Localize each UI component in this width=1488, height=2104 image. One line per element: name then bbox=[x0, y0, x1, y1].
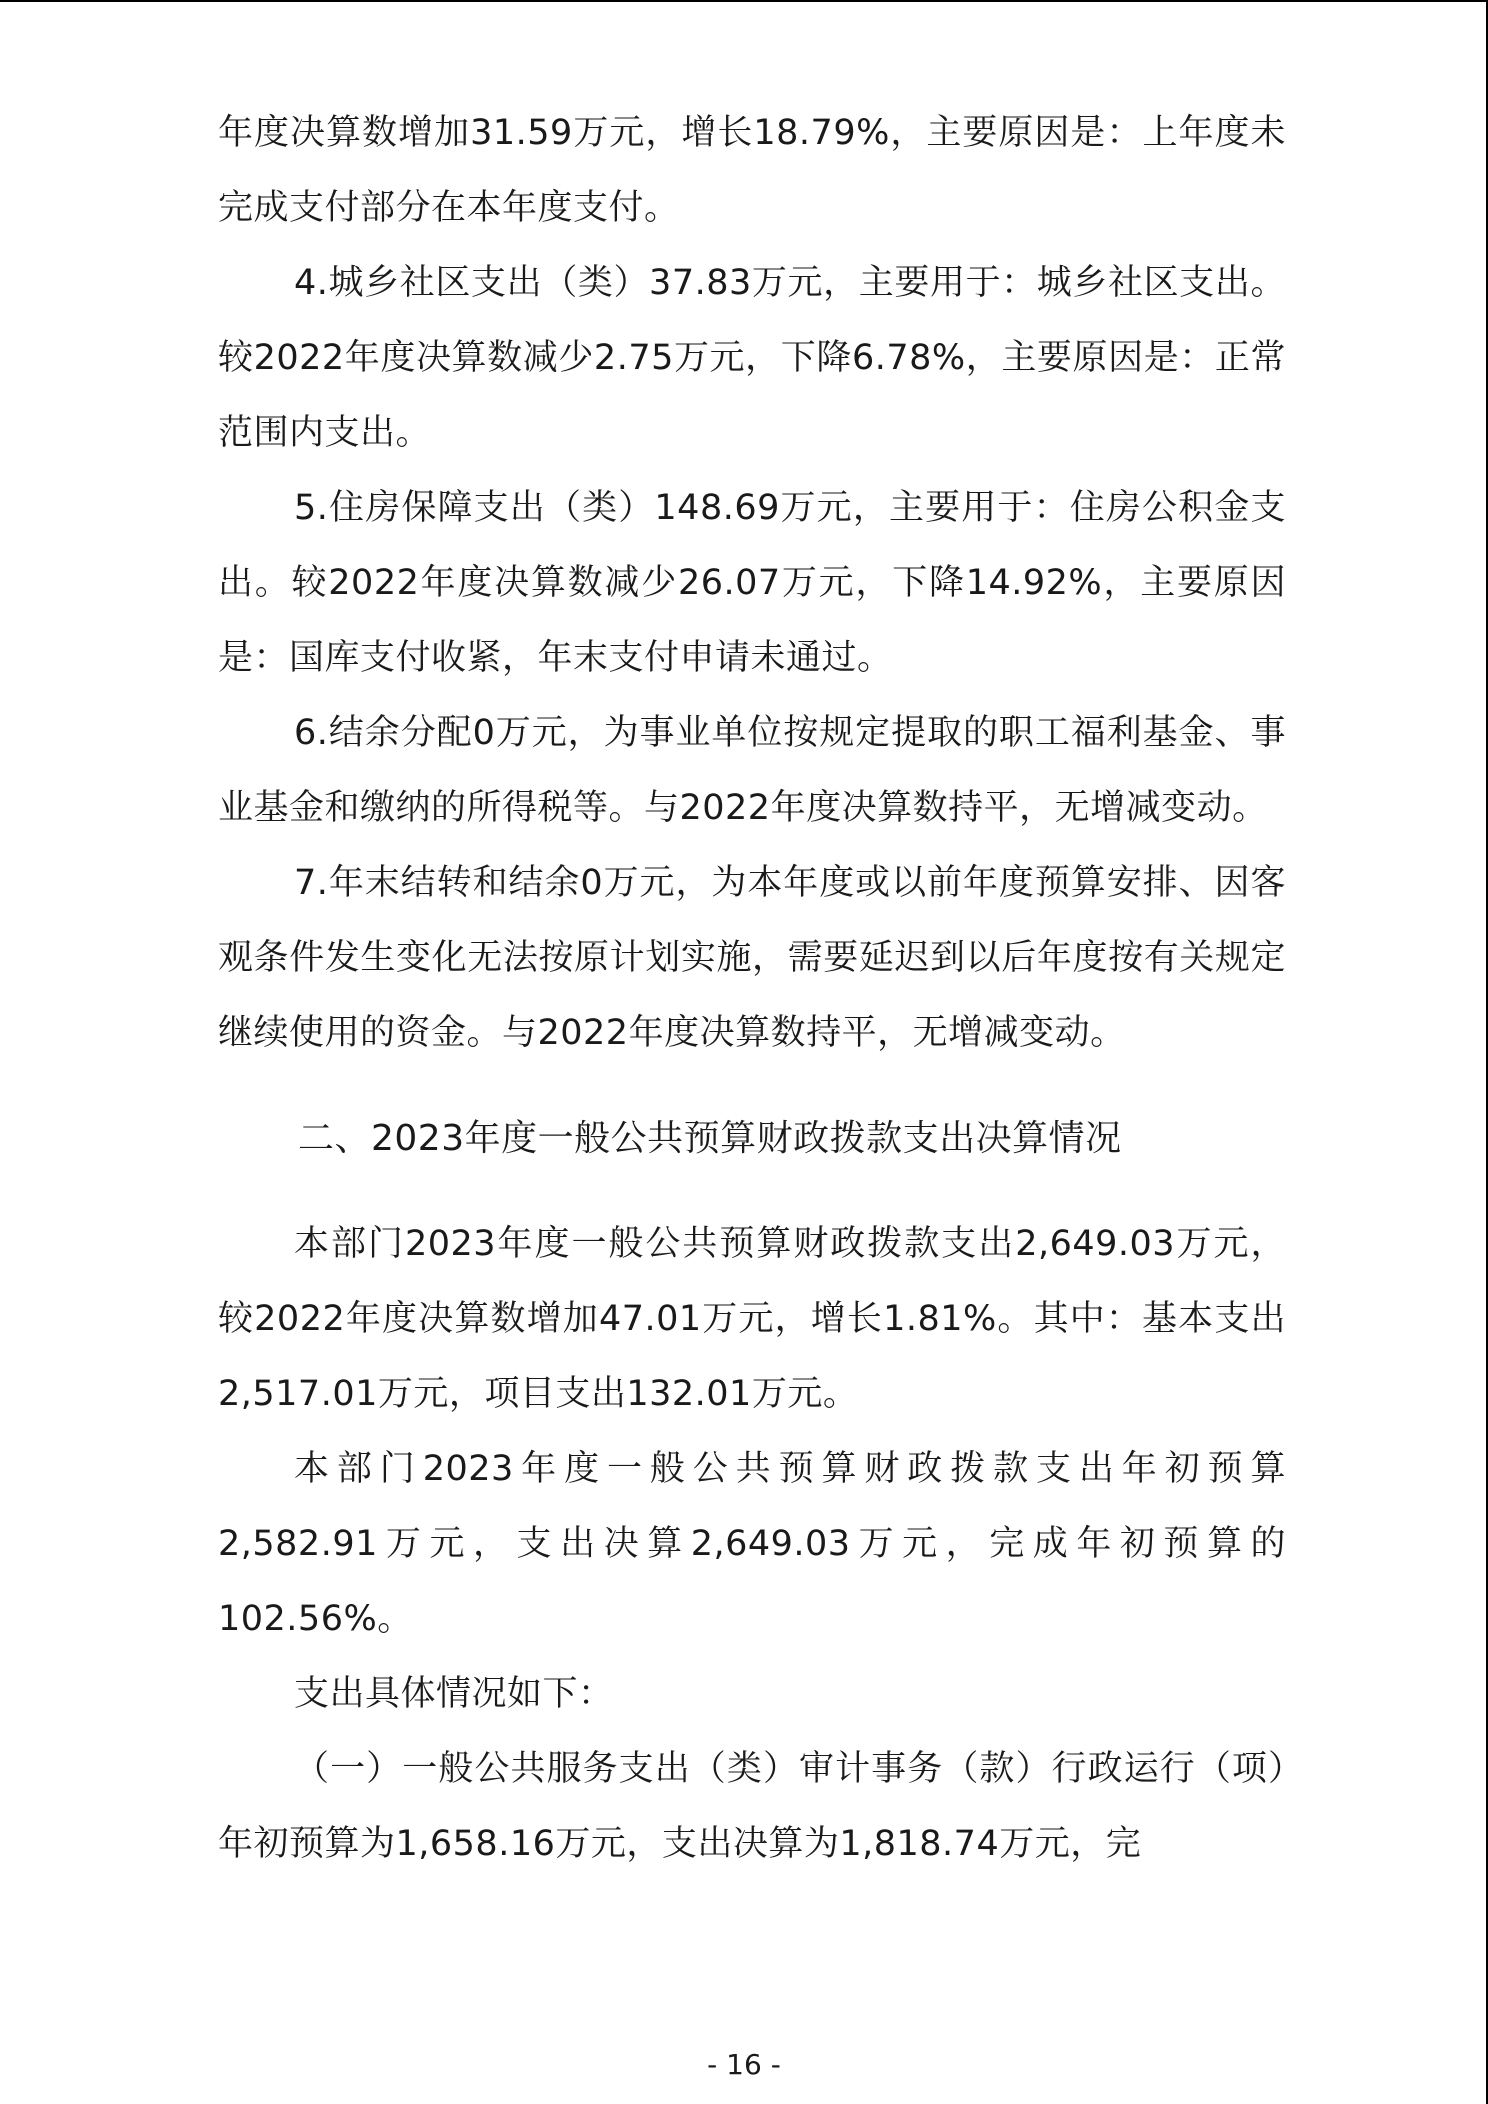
paragraph-surplus-distribution: 6.结余分配0万元，为事业单位按规定提取的职工福利基金、事业基金和缴纳的所得税等。与2022年度决算数持平，无增减变动。 bbox=[218, 713, 1286, 828]
body-text bbox=[218, 96, 1286, 1882]
paragraph-details-intro: 支出具体情况如下： bbox=[294, 1674, 614, 1714]
paragraph-general-budget-expenditure: 本部门2023年度一般公共预算财政拨款支出2,649.03万元，较2022年度决算数增加47.01万元，增长1.81%。其中：基本支出2,517.01万元，项目支出132.01万元。 bbox=[218, 1224, 1286, 1414]
page-number: - 16 - bbox=[707, 2048, 781, 2081]
paragraph-housing-security: 5.住房保障支出（类）148.69万元，主要用于：住房公积金支出。较2022年度决算数减少26.07万元，下降14.92%，主要原因是：国库支付收紧，年末支付申请未通过。 bbox=[218, 488, 1286, 678]
paragraph-continuation: 年度决算数增加31.59万元，增长18.79%，主要原因是：上年度未完成支付部分在本年度支付。 bbox=[218, 113, 1286, 228]
paragraph-initial-budget: 本部门2023年度一般公共预算财政拨款支出年初预算2,582.91万元，支出决算2,649.03万元，完成年初预算的102.56%。 bbox=[218, 1449, 1286, 1639]
paragraph-year-end-carryover: 7.年末结转和结余0万元，为本年度或以前年度预算安排、因客观条件发生变化无法按原计划实施，需要延迟到以后年度按有关规定继续使用的资金。与2022年度决算数持平，无增减变动。 bbox=[218, 863, 1286, 1053]
paragraph-public-services: （一）一般公共服务支出（类）审计事务（款）行政运行（项）年初预算为1,658.16万元，支出决算为1,818.74万元，完 bbox=[218, 1749, 1286, 1864]
paragraph-urban-rural-community: 4.城乡社区支出（类）37.83万元，主要用于：城乡社区支出。较2022年度决算数减少2.75万元，下降6.78%，主要原因是：正常范围内支出。 bbox=[218, 263, 1286, 453]
section-heading: 二、2023年度一般公共预算财政拨款支出决算情况 bbox=[298, 1118, 1122, 1159]
